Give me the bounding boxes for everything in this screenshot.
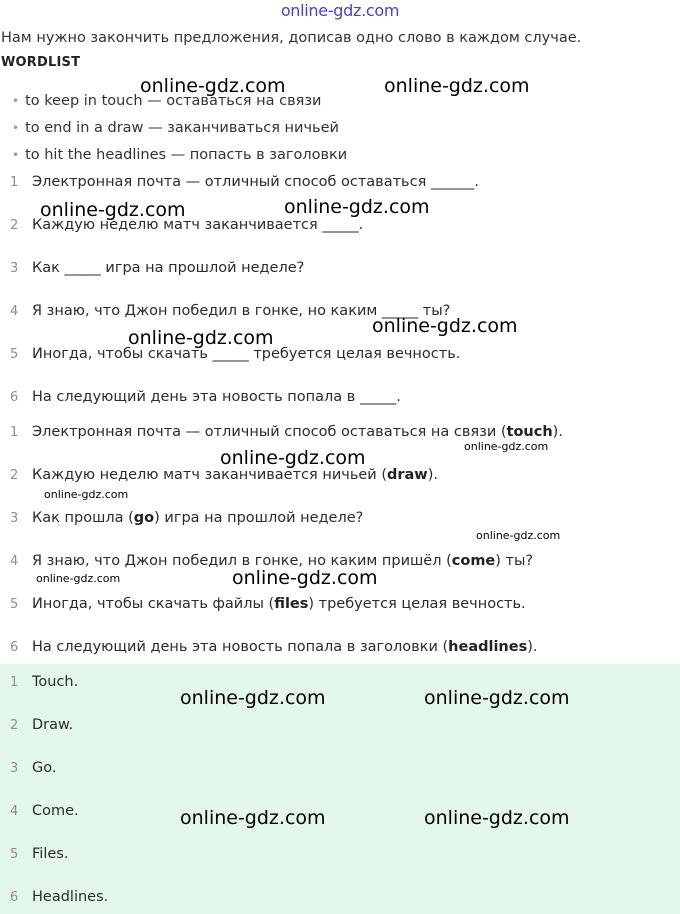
row-number: 1 <box>10 175 19 190</box>
answers-panel <box>0 664 680 914</box>
row-text: Электронная почта — отличный способ оставаться ______. <box>32 174 480 190</box>
wordlist-item <box>12 120 339 136</box>
row-number: 4 <box>10 554 19 569</box>
row-number: 6 <box>10 390 19 405</box>
filled-row <box>10 639 538 655</box>
answer-text: Headlines. <box>32 889 109 905</box>
row-text-end: ) ты? <box>495 553 534 569</box>
answer-row <box>10 889 108 905</box>
watermark: online-gdz.com <box>40 199 186 221</box>
row-number: 1 <box>10 675 19 690</box>
row-number: 3 <box>10 761 19 776</box>
bullet-icon: • <box>12 94 20 108</box>
watermark: online-gdz.com <box>424 687 570 709</box>
answer-text: Come. <box>32 803 79 819</box>
row-text: На следующий день эта новость попала в _____. <box>32 389 401 405</box>
row-text-end: ) игра на прошлой неделе? <box>154 510 364 526</box>
row-text: Как _____ игра на прошлой неделе? <box>32 260 305 276</box>
row-text: Как прошла ( <box>32 510 134 526</box>
row-number: 4 <box>10 804 19 819</box>
watermark: online-gdz.com <box>424 807 570 829</box>
watermark: online-gdz.com <box>372 315 518 337</box>
bullet-icon: • <box>12 121 20 135</box>
watermark: online-gdz.com <box>284 196 430 218</box>
watermark: online-gdz.com <box>384 75 530 97</box>
row-number: 6 <box>10 890 19 905</box>
watermark: online-gdz.com <box>36 572 121 585</box>
answer-word: come <box>451 553 496 569</box>
watermark: online-gdz.com <box>180 687 326 709</box>
wordlist-heading: WORDLIST <box>1 55 81 70</box>
row-number: 5 <box>10 597 19 612</box>
watermark: online-gdz.com <box>44 488 129 501</box>
row-text: Каждую неделю матч заканчивается _____. <box>32 217 364 233</box>
answer-word: draw <box>386 467 428 483</box>
row-number: 5 <box>10 847 19 862</box>
answer-word: touch <box>506 424 553 440</box>
watermark: online-gdz.com <box>232 567 378 589</box>
row-text: На следующий день эта новость попала в заголовки ( <box>32 639 449 655</box>
watermark: online-gdz.com <box>220 447 366 469</box>
wordlist-item-text: to keep in touch — оставаться на связи <box>25 93 322 109</box>
watermark: online-gdz.com <box>140 75 286 97</box>
answer-row <box>10 717 73 733</box>
row-number: 2 <box>10 718 19 733</box>
watermark: online-gdz.com <box>128 327 274 349</box>
row-text: Иногда, чтобы скачать файлы ( <box>32 596 275 612</box>
row-text-end: ) требуется целая вечность. <box>308 596 526 612</box>
filled-row <box>10 596 526 612</box>
bullet-icon: • <box>12 148 20 162</box>
site-header-watermark: online-gdz.com <box>280 1 400 20</box>
answer-text: Draw. <box>32 717 74 733</box>
wordlist-item-text: to end in a draw — заканчиваться ничьей <box>25 120 339 136</box>
answer-row <box>10 674 78 690</box>
wordlist-item <box>12 147 347 163</box>
row-text: Электронная почта — отличный способ оставаться на связи ( <box>32 424 507 440</box>
answer-row <box>10 846 68 862</box>
watermark: online-gdz.com <box>476 529 561 542</box>
row-text: Иногда, чтобы скачать _____ требуется целая вечность. <box>32 346 461 362</box>
row-number: 6 <box>10 640 19 655</box>
row-number: 2 <box>10 218 19 233</box>
row-number: 2 <box>10 468 19 483</box>
exercise-row <box>10 174 479 190</box>
task-intro: Нам нужно закончить предложения, дописав одно слово в каждом случае. <box>1 30 582 46</box>
row-number: 5 <box>10 347 19 362</box>
answer-text: Touch. <box>32 674 79 690</box>
watermark: online-gdz.com <box>180 807 326 829</box>
answer-word: go <box>133 510 155 526</box>
answer-word: headlines <box>448 639 528 655</box>
row-number: 4 <box>10 304 19 319</box>
row-text-end: ). <box>427 467 438 483</box>
answer-row <box>10 803 79 819</box>
row-number: 3 <box>10 511 19 526</box>
row-text: Каждую неделю матч заканчивается ничьей ( <box>32 467 387 483</box>
row-number: 3 <box>10 261 19 276</box>
exercise-row <box>10 389 401 405</box>
row-text: Я знаю, что Джон победил в гонке, но каким пришёл ( <box>32 553 452 569</box>
answer-row <box>10 760 56 776</box>
answer-text: Go. <box>32 760 57 776</box>
answer-word: files <box>274 596 309 612</box>
row-text-end: ). <box>527 639 538 655</box>
filled-row <box>10 424 563 440</box>
watermark: online-gdz.com <box>464 440 549 453</box>
filled-row <box>10 510 363 526</box>
row-text: Я знаю, что Джон победил в гонке, но каким _____ ты? <box>32 303 451 319</box>
answer-text: Files. <box>32 846 69 862</box>
exercise-row <box>10 260 304 276</box>
row-text-end: ). <box>552 424 563 440</box>
row-number: 1 <box>10 425 19 440</box>
filled-row <box>10 467 438 483</box>
wordlist-item-text: to hit the headlines — попасть в заголовки <box>25 147 348 163</box>
